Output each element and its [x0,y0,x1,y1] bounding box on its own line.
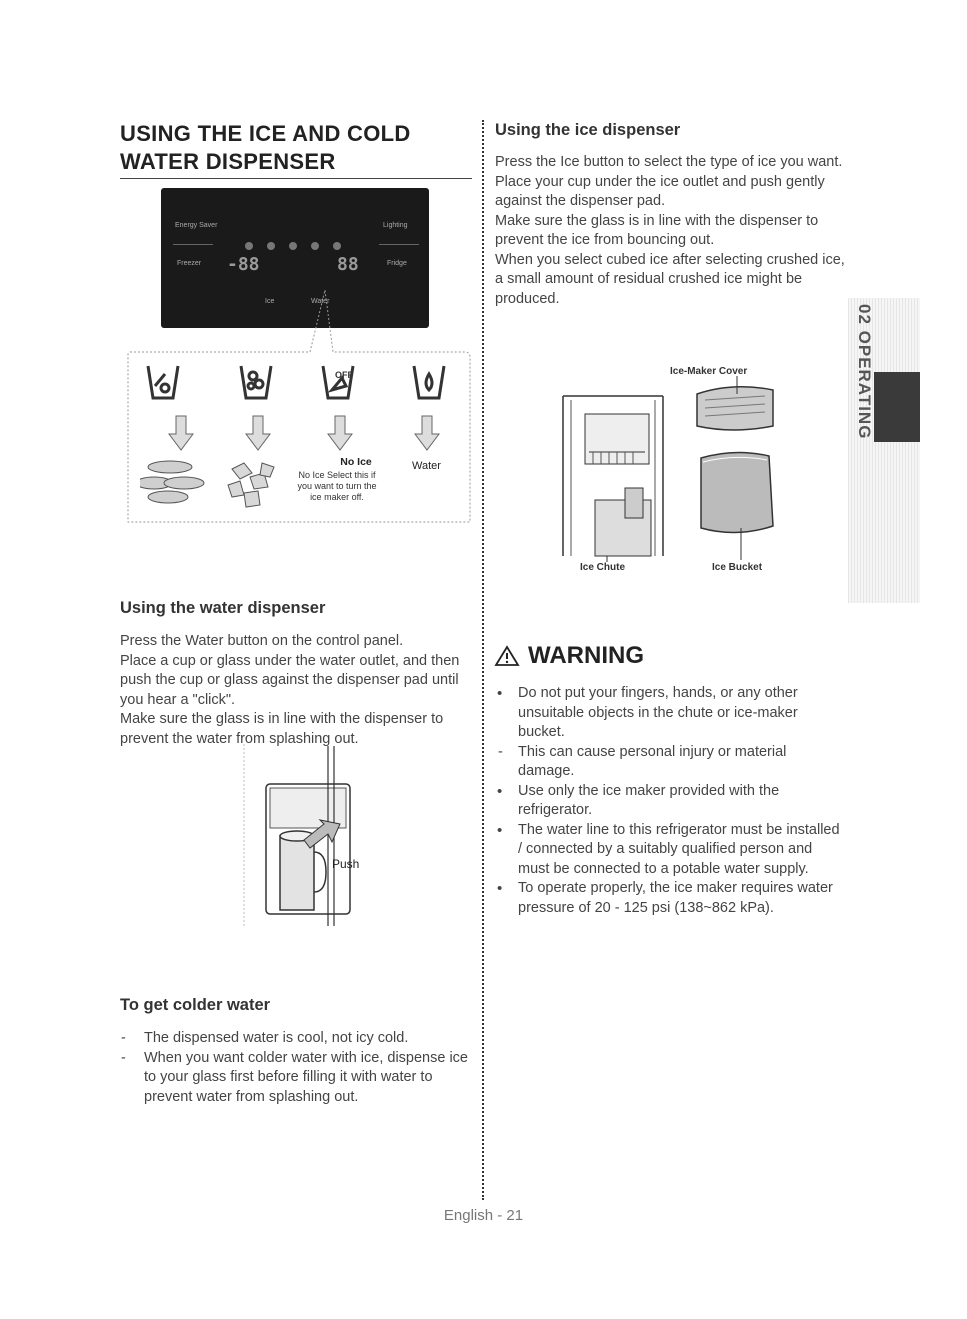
warning-item: • To operate properly, the ice maker requires water pressure of 20 - 125 psi (138~862 kPa). [494,879,844,918]
freezer-label: Freezer [177,260,202,267]
no-ice-line-3: ice maker off. [310,492,364,502]
no-ice-description [282,470,392,503]
down-arrow-icon [328,416,352,450]
warning-item: • Do not put your fingers, hands, or any other unsuitable objects in the chute or ice-maker bucket. [494,684,844,743]
warning-title-text: WARNING [528,642,644,669]
cubed-ice-cup-icon [148,366,178,398]
no-ice-title: No Ice [340,456,372,468]
fridge-temp-display: 88 [337,254,359,275]
warning-title [494,642,644,670]
list-item: - The dispensed water is cool, not icy cold. [120,1029,470,1049]
off-label: OFF [335,370,353,380]
ice-dispenser-section [495,121,847,309]
side-tab-marker [874,372,920,442]
warning-item: • The water line to this refrigerator must be installed / connected by a suitably qualified person and must be connected to a potable water supply. [494,821,844,880]
ice-dispenser-heading: Using the ice dispenser [495,121,681,139]
warning-triangle-icon [494,645,520,667]
crushed-ice-cup-icon [241,366,271,398]
ice-maker-illustration [555,360,795,580]
energy-saver-label: Energy Saver [175,222,218,229]
water-dispenser-heading: Using the water dispenser [120,599,326,617]
ice-chute-label: Ice Chute [580,562,626,573]
warning-sub-item: - This can cause personal injury or material damage. [494,743,844,782]
colder-water-section [120,996,470,1107]
down-arrow-icon [169,416,193,450]
page-footer: English - 21 [443,1207,524,1224]
panel-icons [241,238,351,254]
title-line-2: WATER DISPENSER [120,149,336,174]
cubed-ice-image [140,461,204,503]
down-arrow-icon [415,416,439,450]
ice-maker-cover-label: Ice-Maker Cover [670,366,748,377]
ice-paragraph-2: Place your cup under the ice outlet and push gently against the dispenser pad. [495,173,825,209]
no-ice-line-1: No Ice Select this if [298,470,376,480]
list-item: - When you want colder water with ice, dispense ice to your glass first before filling it with water to prevent water from splashing out. [120,1049,470,1108]
warning-list [494,684,844,918]
chapter-side-tab [848,298,920,603]
water-paragraph-1: Press the Water button on the control panel. [120,633,404,649]
ice-bucket-label: Ice Bucket [712,562,763,573]
down-arrows [155,414,455,454]
no-ice-line-2: you want to turn the [297,481,377,491]
water-dispenser-section [120,599,470,749]
freezer-temp-display: -88 [227,254,260,275]
ice-paragraph-3: Make sure the glass is in line with the dispenser to prevent the ice from bouncing out. [495,212,819,248]
ice-paragraph-1: Press the Ice button to select the type of ice you want. [495,154,843,170]
push-label: Push [332,857,360,871]
ice-paragraph-4: When you select cubed ice after selecting crushed ice, a small amount of residual crushed ice might be produced. [495,251,845,307]
water-cup-icon [414,366,444,398]
panel-line [173,244,213,245]
water-button-label: Water [311,298,330,305]
colder-water-list [120,1029,470,1107]
water-push-illustration [240,742,370,928]
side-tab-label: 02 OPERATING [855,304,874,440]
panel-line [379,244,419,245]
warning-item: • Use only the ice maker provided with the refrigerator. [494,782,844,821]
ice-button-label: Ice [265,298,275,305]
down-arrow-icon [246,416,270,450]
crushed-ice-image [228,463,274,507]
colder-water-heading: To get colder water [120,996,271,1014]
title-line-1: USING THE ICE AND COLD [120,121,411,146]
water-paragraph-3: Make sure the glass is in line with the dispenser to prevent the water from splashing out. [120,711,444,747]
ice-images [140,455,290,515]
water-option-label: Water [412,460,441,472]
water-paragraph-2: Place a cup or glass under the water outlet, and then push the cup or glass against the dispenser pad until you hear a "click". [120,652,460,708]
page-title [120,120,472,179]
column-divider [482,120,484,1200]
fridge-label: Fridge [387,260,407,267]
dispense-mode-icons [145,362,465,404]
lighting-label: Lighting [383,222,408,229]
